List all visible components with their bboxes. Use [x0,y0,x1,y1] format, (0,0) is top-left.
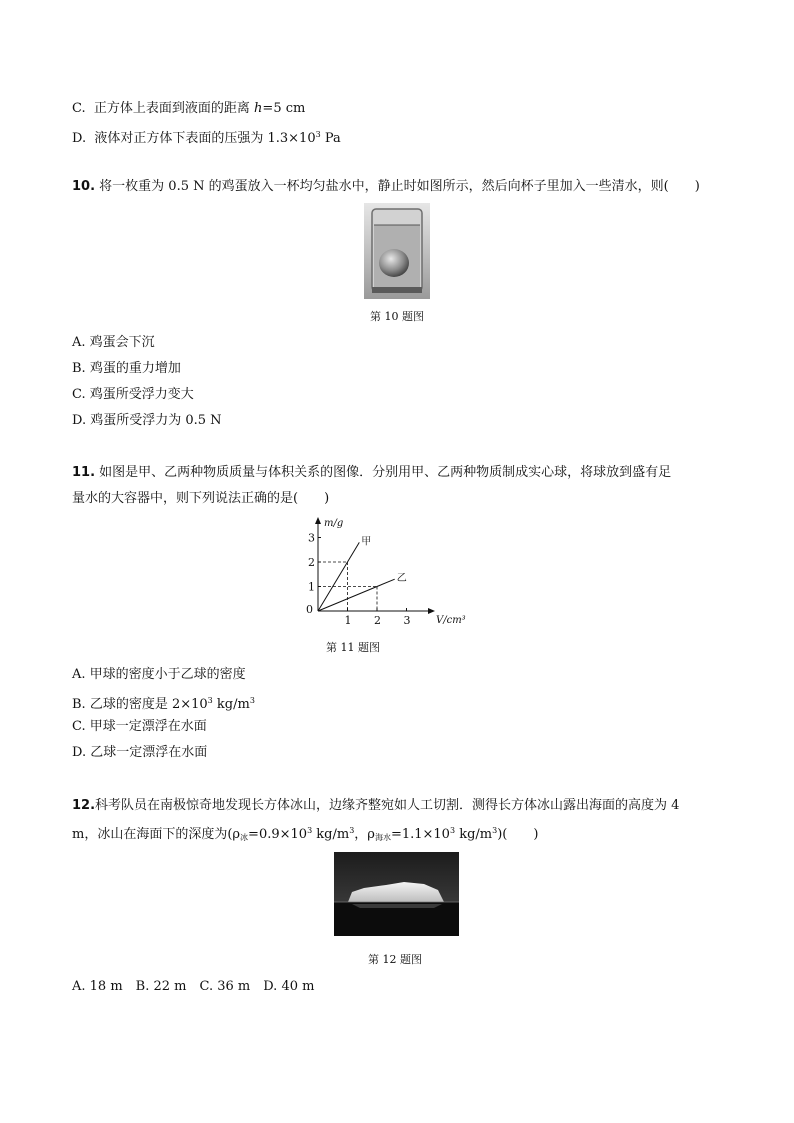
q11-stem-line2: 量水的大容器中，则下列说法正确的是( ) [72,491,330,506]
origin-label: 0 [306,603,313,616]
q12-stem-line1: 12.科考队员在南极惊奇地发现长方体冰山，边缘齐整宛如人工切割．测得长方体冰山露出海面的高度为 4 [72,798,680,813]
series-label: 乙 [396,573,407,585]
q10-caption: 第 10 题图 [370,310,424,323]
y-axis-label: m/g [324,518,344,529]
series-line-jia [318,542,359,611]
q11-caption: 第 11 题图 [326,641,380,654]
q10-option-b: B. 鸡蛋的重力增加 [72,361,181,376]
q9-option-d: D. 液体对正方体下表面的压强为 $1.3\times 10^3$ Pa [72,130,341,146]
y-tick-label: 3 [308,531,315,545]
q11-option-a: A. 甲球的密度小于乙球的密度 [72,667,246,682]
q9-option-c: C. 正方体上表面到液面的距离 h=5 cm [72,101,306,116]
y-axis-arrow [315,517,321,524]
x-axis-arrow [428,608,435,614]
series-label: 甲 [361,536,372,548]
q10-stem: 10. 将一枚重为 0.5 N 的鸡蛋放入一杯均匀盐水中，静止时如图所示，然后向杯子里加入一些清水，则( ) [72,179,700,194]
x-tick-label: 1 [344,614,352,627]
q11-option-d: D. 乙球一定漂浮在水面 [72,745,208,760]
iceberg-photo [334,852,459,936]
q10-option-c: C. 鸡蛋所受浮力变大 [72,387,194,402]
q12-stem-line2: m，冰山在海面下的深度为($\rho_冰=0.9\times 10^3$ $kg/m^3$，$\rho_{海水}=1.1\times 10^3$ $kg/m^3$)( ) [72,826,539,842]
q10-option-a: A. 鸡蛋会下沉 [72,335,155,350]
q11-stem-line1: 11. 如图是甲、乙两种物质质量与体积关系的图像．分别用甲、乙两种物质制成实心球，将球放到盛有足 [72,465,672,480]
x-tick-label: 2 [374,614,381,627]
y-tick-label: 2 [308,556,315,569]
q12-caption: 第 12 题图 [368,953,422,966]
q12-answer-options: A. 18 m B. 22 m C. 36 m D. 40 m [72,979,315,994]
y-tick-label: 1 [308,580,315,594]
mass-volume-chart [296,516,466,632]
egg-in-beaker-photo [364,203,430,299]
q11-option-b: B. 乙球的密度是 $2\times 10^3$ $kg/m^3$ [72,696,255,712]
q11-option-c: C. 甲球一定漂浮在水面 [72,719,207,734]
x-tick-label: 3 [403,614,411,627]
x-axis-label: V/cm³ [436,615,466,626]
series-line-yi [318,579,395,611]
q10-option-d: D. 鸡蛋所受浮力为 0.5 N [72,413,222,428]
